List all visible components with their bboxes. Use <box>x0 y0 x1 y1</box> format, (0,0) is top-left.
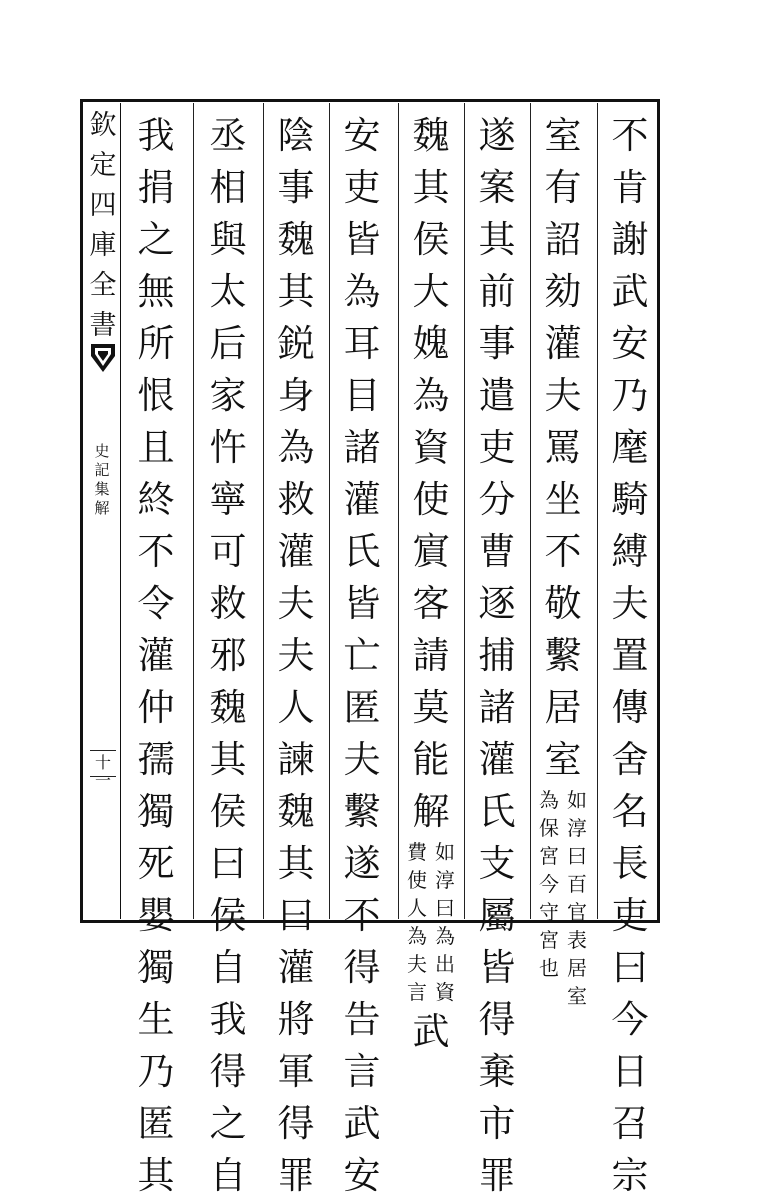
text-char: 騎 <box>611 478 649 521</box>
text-char: 不 <box>343 894 381 937</box>
text-char: 得 <box>478 998 516 1041</box>
text-char: 乃 <box>137 1050 175 1093</box>
note-char: 官 <box>567 900 587 924</box>
text-char: 吏 <box>478 426 516 469</box>
text-char: 匿 <box>343 686 381 729</box>
text-char: 吏 <box>343 166 381 209</box>
page-number-rule-bottom <box>90 776 116 777</box>
volume-title-char: 解 <box>94 499 110 517</box>
text-column <box>535 110 591 1008</box>
note-char: 淳 <box>567 816 587 840</box>
text-char: 逐 <box>478 582 516 625</box>
text-char: 灌 <box>544 322 582 365</box>
note-char: 曰 <box>567 844 587 868</box>
text-char: 令 <box>137 582 175 625</box>
text-char: 劾 <box>544 270 582 313</box>
text-char: 得 <box>343 946 381 989</box>
text-char: 魏 <box>277 790 315 833</box>
text-char: 侯 <box>412 218 450 261</box>
text-char: 救 <box>209 582 247 625</box>
text-char: 為 <box>412 374 450 417</box>
text-char: 亡 <box>343 634 381 677</box>
text-char: 皆 <box>478 946 516 989</box>
text-char: 夫 <box>277 582 315 625</box>
note-char: 百 <box>567 872 587 896</box>
page-number: 十一 <box>94 753 111 790</box>
text-char: 宗 <box>611 1154 649 1197</box>
text-char: 安 <box>343 1154 381 1197</box>
text-char: 遂 <box>343 842 381 885</box>
text-char: 安 <box>343 114 381 157</box>
text-char: 不 <box>544 530 582 573</box>
book-title-char: 定 <box>89 150 117 181</box>
commentary-note <box>403 838 459 1006</box>
page-margin <box>86 102 120 917</box>
text-char: 吏 <box>611 894 649 937</box>
text-char: 得 <box>209 1050 247 1093</box>
note-char: 出 <box>435 952 455 976</box>
text-char: 大 <box>412 270 450 313</box>
note-char: 資 <box>435 980 455 1004</box>
text-char: 侯 <box>209 790 247 833</box>
book-title-char: 欽 <box>89 110 117 141</box>
text-char: 之 <box>209 1102 247 1145</box>
text-char: 能 <box>412 738 450 781</box>
text-char: 相 <box>209 166 247 209</box>
text-char: 魏 <box>277 218 315 261</box>
text-column <box>602 110 658 1197</box>
column-divider <box>530 103 531 919</box>
text-char: 乃 <box>611 374 649 417</box>
text-char: 遂 <box>478 114 516 157</box>
text-char: 繫 <box>544 634 582 677</box>
text-char: 繫 <box>343 790 381 833</box>
text-char: 與 <box>209 218 247 261</box>
text-char: 皆 <box>343 218 381 261</box>
text-column <box>128 110 184 1197</box>
text-char: 仲 <box>137 686 175 729</box>
text-char: 曰 <box>611 946 649 989</box>
text-char: 解 <box>412 790 450 833</box>
text-char: 屬 <box>478 894 516 937</box>
text-char: 武 <box>343 1102 381 1145</box>
commentary-note-left-line <box>536 786 562 1010</box>
text-char: 今 <box>611 998 649 1041</box>
text-char: 救 <box>277 478 315 521</box>
text-char: 罪 <box>277 1154 315 1197</box>
text-char: 無 <box>137 270 175 313</box>
note-char: 使 <box>407 868 427 892</box>
note-char: 費 <box>407 840 427 864</box>
text-char: 媿 <box>412 322 450 365</box>
text-char: 我 <box>137 114 175 157</box>
note-char: 保 <box>539 816 559 840</box>
text-column <box>200 110 256 1197</box>
column-divider <box>398 103 399 919</box>
text-char: 死 <box>137 842 175 885</box>
text-char: 其 <box>277 842 315 885</box>
text-char: 諸 <box>478 686 516 729</box>
text-char: 縛 <box>611 530 649 573</box>
text-char: 賔 <box>412 530 450 573</box>
text-char: 告 <box>343 998 381 1041</box>
text-char: 自 <box>209 946 247 989</box>
text-char: 舍 <box>611 738 649 781</box>
note-char: 言 <box>407 980 427 1004</box>
book-title-char: 全 <box>89 270 117 301</box>
text-char: 莫 <box>412 686 450 729</box>
volume-title-char: 集 <box>94 480 110 498</box>
text-char: 自 <box>209 1154 247 1197</box>
note-char: 居 <box>567 956 587 980</box>
text-char: 詔 <box>544 218 582 261</box>
text-char: 陰 <box>277 114 315 157</box>
text-char: 諫 <box>277 738 315 781</box>
text-char: 室 <box>544 114 582 157</box>
text-char: 案 <box>478 166 516 209</box>
book-title-char: 四 <box>89 190 117 221</box>
note-char: 如 <box>435 840 455 864</box>
text-char: 可 <box>209 530 247 573</box>
column-divider <box>329 103 330 919</box>
text-char: 麾 <box>611 426 649 469</box>
note-char: 今 <box>539 872 559 896</box>
fish-tail-mark <box>89 342 117 376</box>
text-char: 人 <box>277 686 315 729</box>
text-char: 長 <box>611 842 649 885</box>
text-char: 捐 <box>137 166 175 209</box>
text-char: 太 <box>209 270 247 313</box>
text-char: 武 <box>611 270 649 313</box>
text-char: 灌 <box>277 946 315 989</box>
note-char: 人 <box>407 896 427 920</box>
text-char: 資 <box>412 426 450 469</box>
note-char: 夫 <box>407 952 427 976</box>
text-char: 夫 <box>343 738 381 781</box>
text-char: 終 <box>137 478 175 521</box>
text-char: 家 <box>209 374 247 417</box>
text-char: 丞 <box>209 114 247 157</box>
note-char: 宮 <box>539 844 559 868</box>
text-char: 我 <box>209 998 247 1041</box>
text-char: 獨 <box>137 946 175 989</box>
note-char: 曰 <box>435 896 455 920</box>
text-char: 有 <box>544 166 582 209</box>
commentary-note-right-line <box>432 838 458 1006</box>
book-title-char: 書 <box>89 310 117 341</box>
text-char: 名 <box>611 790 649 833</box>
text-char: 武 <box>412 1010 450 1053</box>
text-char: 氏 <box>343 530 381 573</box>
note-char: 為 <box>435 924 455 948</box>
note-char: 表 <box>567 928 587 952</box>
text-char: 曰 <box>277 894 315 937</box>
text-char: 坐 <box>544 478 582 521</box>
note-char: 為 <box>407 924 427 948</box>
text-char: 分 <box>478 478 516 521</box>
text-char: 傳 <box>611 686 649 729</box>
text-char: 肯 <box>611 166 649 209</box>
text-char: 為 <box>277 426 315 469</box>
text-char: 皆 <box>343 582 381 625</box>
page-number-rule-top <box>90 750 116 751</box>
text-char: 謝 <box>611 218 649 261</box>
note-char: 室 <box>567 984 587 1008</box>
text-char: 耳 <box>343 322 381 365</box>
text-char: 捕 <box>478 634 516 677</box>
text-char: 匿 <box>137 1102 175 1145</box>
book-title-char: 庫 <box>89 230 117 261</box>
text-char: 邪 <box>209 634 247 677</box>
note-char: 淳 <box>435 868 455 892</box>
text-char: 其 <box>277 270 315 313</box>
text-char: 獨 <box>137 790 175 833</box>
text-char: 軍 <box>277 1050 315 1093</box>
text-char: 不 <box>611 114 649 157</box>
text-char: 孺 <box>137 738 175 781</box>
text-char: 灌 <box>478 738 516 781</box>
text-char: 罵 <box>544 426 582 469</box>
text-char: 不 <box>137 530 175 573</box>
text-char: 侯 <box>209 894 247 937</box>
text-char: 事 <box>277 166 315 209</box>
text-char: 鋭 <box>277 322 315 365</box>
text-char: 室 <box>544 738 582 781</box>
note-char: 為 <box>539 788 559 812</box>
column-divider <box>193 103 194 919</box>
text-char: 寧 <box>209 478 247 521</box>
text-char: 為 <box>343 270 381 313</box>
text-char: 安 <box>611 322 649 365</box>
text-char: 嬰 <box>137 894 175 937</box>
text-char: 夫 <box>277 634 315 677</box>
text-char: 灌 <box>137 634 175 677</box>
text-char: 敬 <box>544 582 582 625</box>
text-char: 其 <box>478 218 516 261</box>
book-title <box>86 106 120 346</box>
text-char: 其 <box>209 738 247 781</box>
text-char: 生 <box>137 998 175 1041</box>
text-char: 且 <box>137 426 175 469</box>
text-char: 罪 <box>478 1154 516 1197</box>
text-char: 支 <box>478 842 516 885</box>
text-char: 其 <box>412 166 450 209</box>
text-char: 魏 <box>412 114 450 157</box>
text-char: 所 <box>137 322 175 365</box>
column-divider <box>263 103 264 919</box>
text-char: 得 <box>277 1102 315 1145</box>
note-char: 如 <box>567 788 587 812</box>
volume-title <box>92 442 112 518</box>
text-char: 灌 <box>277 530 315 573</box>
text-char: 夫 <box>544 374 582 417</box>
column-divider <box>597 103 598 919</box>
text-char: 氏 <box>478 790 516 833</box>
text-char: 日 <box>611 1050 649 1093</box>
text-char: 棄 <box>478 1050 516 1093</box>
note-char: 宮 <box>539 928 559 952</box>
text-char: 召 <box>611 1102 649 1145</box>
text-char: 遣 <box>478 374 516 417</box>
text-char: 言 <box>343 1050 381 1093</box>
text-char: 身 <box>277 374 315 417</box>
note-char: 也 <box>539 956 559 980</box>
text-char: 請 <box>412 634 450 677</box>
volume-title-char: 史 <box>94 442 110 460</box>
note-char: 守 <box>539 900 559 924</box>
text-char: 恨 <box>137 374 175 417</box>
commentary-note-right-line <box>564 786 590 1010</box>
text-column <box>268 110 324 1197</box>
text-char: 其 <box>137 1154 175 1197</box>
text-char: 魏 <box>209 686 247 729</box>
text-char: 之 <box>137 218 175 261</box>
text-column <box>403 110 459 1053</box>
commentary-note <box>535 786 591 1010</box>
text-char: 后 <box>209 322 247 365</box>
text-char: 置 <box>611 634 649 677</box>
text-char: 曰 <box>209 842 247 885</box>
text-char: 諸 <box>343 426 381 469</box>
text-column <box>469 110 525 1197</box>
commentary-note-left-line <box>404 838 430 1006</box>
volume-title-char: 記 <box>94 461 110 479</box>
text-char: 前 <box>478 270 516 313</box>
column-divider <box>464 103 465 919</box>
text-column <box>334 110 390 1197</box>
text-char: 使 <box>412 478 450 521</box>
text-char: 事 <box>478 322 516 365</box>
text-char: 將 <box>277 998 315 1041</box>
text-char: 夫 <box>611 582 649 625</box>
text-char: 客 <box>412 582 450 625</box>
text-char: 忤 <box>209 426 247 469</box>
text-char: 市 <box>478 1102 516 1145</box>
text-char: 灌 <box>343 478 381 521</box>
text-char: 曹 <box>478 530 516 573</box>
text-char: 目 <box>343 374 381 417</box>
text-char: 居 <box>544 686 582 729</box>
